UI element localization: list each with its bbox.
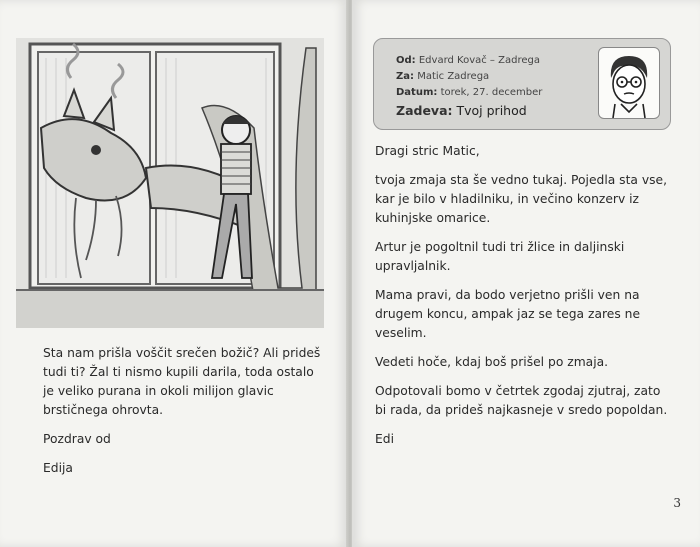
to-value: Matic Zadrega: [417, 71, 490, 82]
left-page-text: [43, 344, 323, 488]
paragraph: Artur je pogoltnil tudi tri žlice in daljinski upravljalnik.: [375, 240, 625, 273]
dragon-at-window-illustration: [16, 38, 324, 328]
paragraph: Mama pravi, da bodo verjetno prišli ven na drugem koncu, ampak jaz se tega zares ne veselim.: [375, 288, 641, 340]
paragraph: Edi: [375, 432, 394, 446]
to-label: Za:: [396, 71, 414, 82]
paragraph: Edija: [43, 461, 73, 475]
from-line: [396, 53, 542, 69]
paragraph: Pozdrav od: [43, 432, 111, 446]
subject-label: Zadeva:: [396, 103, 453, 118]
date-line: [396, 85, 542, 101]
letter-text: [375, 142, 675, 459]
page-number: 3: [673, 496, 681, 510]
date-label: Datum:: [396, 87, 438, 98]
boy-with-glasses-avatar: [598, 47, 660, 119]
from-label: Od:: [396, 55, 416, 66]
email-header-box: [373, 38, 671, 130]
date-value: torek, 27. december: [440, 87, 543, 98]
avatar-drawing: [599, 48, 659, 118]
left-page: [0, 0, 348, 547]
paragraph: Odpotovali bomo v četrtek zgodaj zjutraj, zato bi rada, da prideš najkasneje v sredo popoldan.: [375, 384, 668, 417]
paragraph: Sta nam prišla voščit srečen božič? Ali prideš tudi ti? Žal ti nismo kupili darila, toda ostalo je veliko purana in okoli milijon glavic brstičnega ohrovta.: [43, 346, 321, 417]
paragraph: Vedeti hoče, kdaj boš prišel po zmaja.: [375, 355, 609, 369]
paragraph: Dragi stric Matic,: [375, 144, 480, 158]
illustration-drawing: [16, 38, 324, 328]
subject-line: [396, 103, 542, 119]
subject-value: Tvoj prihod: [456, 103, 527, 118]
from-value: Edvard Kovač – Zadrega: [418, 55, 540, 66]
paragraph: tvoja zmaja sta še vedno tukaj. Pojedla sta vse, kar je bilo v hladilniku, in večino konzerv iz kuhinjske omarice.: [375, 173, 668, 225]
email-header-fields: [396, 53, 542, 119]
to-line: [396, 69, 542, 85]
